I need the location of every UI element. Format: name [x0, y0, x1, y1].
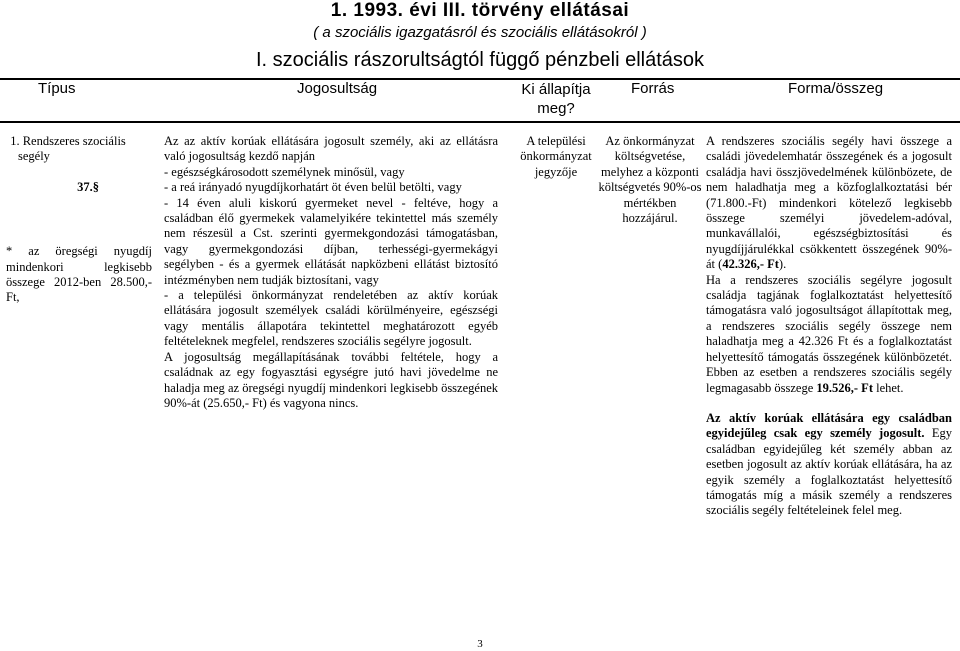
reduced-amount-end: lehet. [872, 380, 904, 395]
legal-paragraph: 37.§ [77, 179, 99, 194]
cell-tipus [6, 134, 152, 306]
eligibility-condition: - egészségkárosodott személynek minősül, vagy [164, 164, 405, 179]
eligibility-condition: - a reá irányadó nyugdíjkorhatárt öt éven belül betölti, vagy [164, 180, 462, 195]
benefit-name-line1: 1. Rendszeres szociális [10, 134, 126, 148]
column-header-forras: Forrás [631, 80, 675, 97]
column-header-ki-line1: Ki állapítja [521, 81, 591, 98]
eligibility-condition: - a települési önkormányzat rendeletében az aktív korúak ellátására jogosult személyek családi körülményeire, egészségi vagy mentális állapotára tekintettel meghatározott egyéb feltételeknek megfelel, rendszeres szociális segélyre jogosult. [164, 288, 498, 349]
page-number: 3 [477, 638, 483, 650]
cell-forras: Az önkormányzat költségvetése, melyhez a központi költségvetés 90%-os mértékben hozzájárul. [598, 134, 702, 226]
reduced-amount-rule [706, 273, 952, 396]
document-subtitle: ( a szociális igazgatásról és szociális ellátásokról ) [313, 24, 647, 41]
column-header-forma: Forma/összeg [788, 80, 884, 97]
benefit-name-line2: segély [18, 149, 50, 164]
amount-rule-end: ). [778, 257, 787, 272]
document-title: 1. 1993. évi III. törvény ellátásai [330, 0, 630, 21]
eligibility-extra: A jogosultság megállapításának további feltétele, hogy a családnak az egy fogyasztási egységre jutó havi jövedelme ne haladja meg az öregségi nyugdíj mindenkori legkisebb összegének 90%-át (25.650,- Ft) és vagyona nincs. [164, 349, 498, 410]
section-title: I. szociális rászorultságtól függő pénzbeli ellátások [255, 49, 705, 71]
pension-note: * az öregségi nyugdíj mindenkori legkisebb összege 2012-ben 28.500,- Ft, [6, 244, 152, 305]
amount-rule-text: A rendszeres szociális segély havi összege a családi jövedelemhatár összegének és a jogosult családja havi összjövedelmének különbözete, de nem haladhatja meg a közfoglalkoztatási bér (71.800.-Ft) mindenkori kötelező legkisebb összege személyi jövedelem-adóval, munkavállalói, egészségbiztosítási és nyugdíjjárulékkal csökkentett összegének 90%-át ( [706, 134, 952, 272]
reduced-amount-text: Ha a rendszeres szociális segélyre jogosult családja tagjának foglalkoztatást helyettesítő támogatásra való jogosultságot állapítottak meg, a rendszeres szociális segély összege nem haladhatja meg a 42.326 Ft és a foglalkoztatást helyettesítő támogatás összegének különbözetét. Ebben az esetben a rendszeres szociális segély legmagasabb összege [706, 272, 952, 395]
family-rule [706, 411, 952, 519]
cell-jogosultsag [164, 134, 498, 411]
amount-max: 42.326,- Ft [722, 257, 779, 272]
cell-forma [706, 134, 952, 519]
cell-ki: A települési önkormányzat jegyzője [520, 134, 592, 179]
family-rule-heading: Az aktív korúak ellátására egy családban egyidejűleg csak egy személy jogosult. [706, 410, 952, 441]
column-header-tipus: Típus [38, 80, 76, 97]
family-rule-text: Egy családban egyidejűleg két személy abban az esetben jogosult az aktív korúak ellátására, ha az egyik személy a foglalkoztatást helyettesítő támogatás míg a másik személy a rendszeres szociális segély feltételeinek felel meg. [706, 426, 952, 518]
amount-rule [706, 134, 952, 273]
eligibility-condition: - 14 éven aluli kiskorú gyermeket nevel - feltéve, hogy a családban élő gyermekek valamelyikére tekintettel más személy nem részesül a Cst. szerinti gyermekgondozási támogatásban, vagy gyermekgondozási díjban, terhességi-gyermekágyi segélyben - és a gyermek ellátását napközbeni ellátást biztosító intézményben nem tudják biztosítani, vagy [164, 195, 498, 287]
column-header-jogosultsag: Jogosultság [297, 80, 378, 97]
eligibility-intro: Az az aktív korúak ellátására jogosult személy, aki az ellátásra való jogosultság kezdő napján [164, 134, 498, 164]
column-header-ki-line2: meg? [537, 100, 575, 117]
column-header-ki [508, 80, 604, 118]
reduced-amount-max: 19.526,- Ft [816, 380, 873, 395]
